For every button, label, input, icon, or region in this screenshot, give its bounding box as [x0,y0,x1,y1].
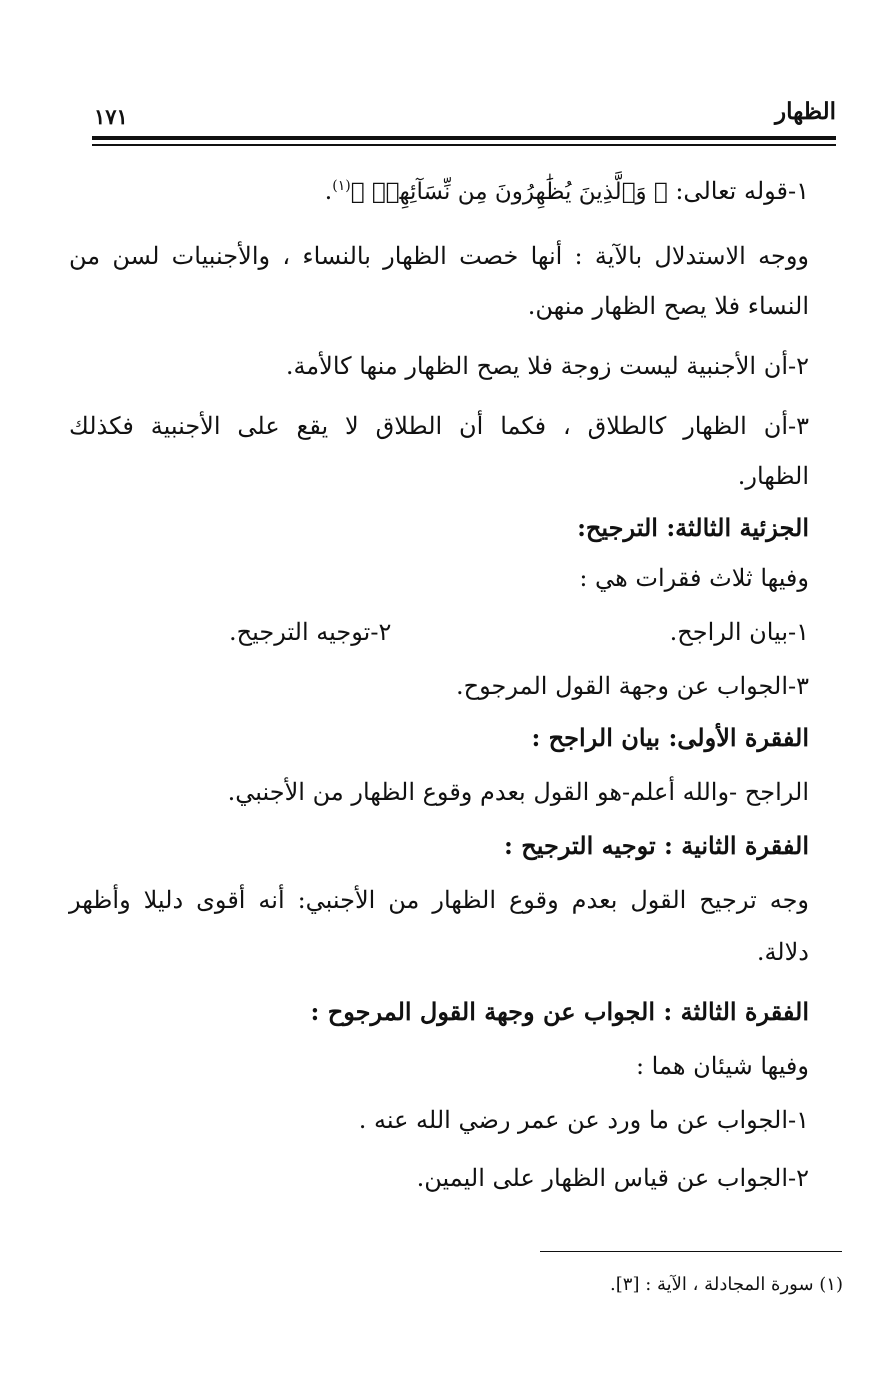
list-item: ٢-توجيه الترجيح. [229,618,392,646]
verse-intro: ١-قوله تعالى: [667,177,809,205]
list-item: ٣-الجواب عن وجهة القول المرجوح. [455,672,809,700]
section-heading: الجزئية الثالثة: الترجيح: [577,513,809,542]
paragraph-line: ووجه الاستدلال بالآية : أنها خصت الظهار بالنساء ، والأجنبيات لسن من [69,242,809,270]
list-item: ٢-الجواب عن قياس الظهار على اليمين. [416,1164,809,1192]
section-heading: الفقرة الثالثة : الجواب عن وجهة القول المرجوح : [310,997,809,1026]
footnote-ref: (١) [332,178,351,194]
paragraph-line: الراجح -والله أعلم-هو القول بعدم وقوع الظهار من الأجنبي. [227,778,809,806]
header-rule-thin [92,144,836,146]
list-row [229,616,809,648]
header-rule-thick [92,136,836,140]
paragraph-line: ٢-أن الأجنبية ليست زوجة فلا يصح الظهار منها كالأمة. [285,352,809,380]
running-title: الظهار [775,98,836,125]
paragraph-verse [69,170,809,208]
paragraph-line: وفيها ثلاث فقرات هي : [579,564,809,592]
verse-end: . [324,177,333,205]
list-item: ١-الجواب عن ما ورد عن عمر رضي الله عنه . [358,1106,809,1134]
paragraph-line: ٣-أن الظهار كالطلاق ، فكما أن الطلاق لا يقع على الأجنبية فكذلك [69,412,809,440]
paragraph-line: وجه ترجيح القول بعدم وقوع الظهار من الأجنبي: أنه أقوى دليلا وأظهر [69,886,809,914]
paragraph-line: وفيها شيئان هما : [635,1052,809,1080]
page-header [92,98,836,130]
page-number: ١٧١ [94,104,128,129]
paragraph-line: الظهار. [737,462,809,490]
list-item: ١-بيان الراجح. [669,618,809,646]
footnote: (١) سورة المجادلة ، الآية : [٣]. [610,1274,843,1295]
quran-verse: ﴿ وَٱلَّذِينَ يُظَٰهِرُونَ مِن نِّسَآئِهِمۡ ﴾ [350,179,668,205]
paragraph-line: النساء فلا يصح الظهار منهن. [527,292,809,320]
footnote-rule [540,1251,842,1252]
section-heading: الفقرة الأولى: بيان الراجح : [531,723,809,752]
section-heading: الفقرة الثانية : توجيه الترجيح : [504,831,809,860]
paragraph-line: دلالة. [756,938,809,966]
